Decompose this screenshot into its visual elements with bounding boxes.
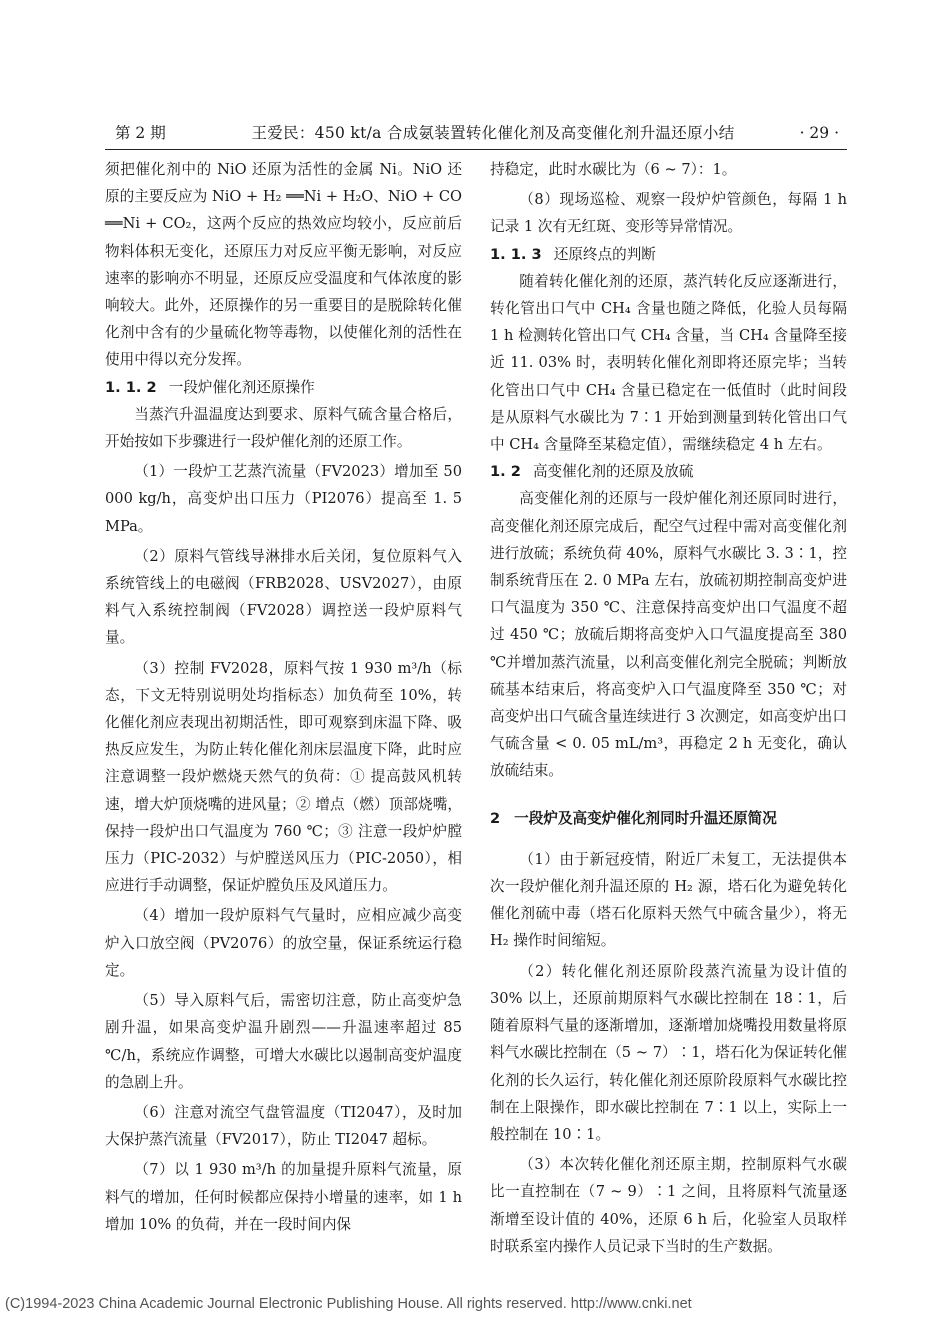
running-title: 王爱民：450 kt/a 合成氨装置转化催化剂及高变催化剂升温还原小结 [251, 124, 735, 142]
section-number: 1. 2 [490, 463, 521, 481]
section-title: 高变催化剂的还原及放硫 [532, 463, 694, 481]
step-4: （4）增加一段炉原料气气量时，应相应减少高变炉入口放空阀（PV2076）的放空量，保证系统运行稳定。 [105, 907, 462, 979]
item-1: （1）由于新冠疫情，附近厂未复工，无法提供本次一段炉催化剂升温还原的 H₂ 源，塔石化为避免转化催化剂硫中毒（塔石化原料天然气中硫含量少），将无 H₂ 操作时间缩短。 [490, 850, 847, 950]
paragraph: 当蒸汽升温温度达到要求、原料气硫含量合格后，开始按如下步骤进行一段炉催化剂的还原工作。 [105, 405, 462, 451]
step-2: （2）原料气管线导淋排水后关闭，复位原料气入系统管线上的电磁阀（FRB2028、USV2027），由原料气入系统控制阀（FV2028）调控送一段炉原料气量。 [105, 547, 462, 647]
section-number: 1. 1. 2 [105, 378, 157, 396]
step-1: （1）一段炉工艺蒸汽流量（FV2023）增加至 50 000 kg/h，高变炉出口压力（PI2076）提高至 1. 5 MPa。 [105, 463, 462, 535]
step-3: （3）控制 FV2028，原料气按 1 930 m³/h（标态，下文无特别说明处均指标态）加负荷至 10%，转化催化剂应表现出初期活性，即可观察到床温下降、吸热反应发生，为防止转化催化剂床层温度下降，此时应注意调整一段炉燃烧天然气的负荷：① 提高鼓风机转速，增大炉顶烧嘴的进风量；② 增点（燃）顶部烧嘴，保持一段炉出口气温度为 760 ℃；③ 注意一段炉炉膛压力（PIC-2032）与炉膛送风压力（PIC-2050），相应进行手动调整，保证炉膛负压及风道压力。 [105, 659, 462, 895]
header-rule [105, 149, 847, 150]
paragraph: 持稳定，此时水碳比为（6 ~ 7）：1。 [490, 161, 737, 178]
item-2: （2）转化催化剂还原阶段蒸汽流量为设计值的 30% 以上，还原前期原料气水碳比控制在 18∶1，后随着原料气量的逐渐增加，逐渐增加烧嘴投用数量将原料气水碳比控制在（5 ~ 7）∶1，塔石化为保证转化催化剂的长久运行，转化催化剂还原阶段原料气水碳比控制在上限操作，即水碳比控制在 7∶1 以上，实际上一般控制在 10∶1。 [490, 962, 847, 1143]
paragraph: 高变催化剂的还原与一段炉催化剂还原同时进行，高变催化剂还原完成后，配空气过程中需对高变催化剂进行放硫；系统负荷 40%，原料气水碳比 3. 3∶1，控制系统背压在 2. 0 MPa 左右，放硫初期控制高变炉进口气温度为 350 ℃、注意保持高变炉出口气温度不超过 450 ℃；放硫后期将高变炉入口气温度提高至 380 ℃并增加蒸汽流量，以利高变催化剂完全脱硫；判断放硫基本结束后，将高变炉入口气温度降至 350 ℃；对高变炉出口气硫含量连续进行 3 次测定，如高变炉出口气硫含量 < 0. 05 mL/m³，再稳定 2 h 无变化，确认放硫结束。 [490, 490, 847, 780]
left-column [105, 156, 462, 1238]
running-header [105, 120, 847, 148]
copyright-footer: (C)1994-2023 China Academic Journal Electronic Publishing House. All rights reserved. http://www.cnki.net [5, 1296, 692, 1312]
section-heading-2 [490, 805, 847, 832]
section-heading-1-1-3 [490, 241, 847, 268]
item-3: （3）本次转化催化剂还原主期，控制原料气水碳比一直控制在（7 ~ 9）∶1 之间，且将原料气流量逐渐增至设计值的 40%，还原 6 h 后，化验室人员取样时联系室内操作人员记录下当时的生产数据。 [490, 1156, 847, 1255]
section-heading-1-1-2 [105, 374, 462, 401]
step-7: （7）以 1 930 m³/h 的加量提升原料气流量，原料气的增加，任何时候都应保持小增量的速率，如 1 h 增加 10% 的负荷，并在一段时间内保 [105, 1161, 462, 1233]
section-number: 2 [490, 809, 501, 827]
section-title: 一段炉及高变炉催化剂同时升温还原简况 [514, 809, 777, 827]
section-number: 1. 1. 3 [490, 245, 542, 263]
issue-number: 第 2 期 [115, 124, 166, 142]
page-number: · 29 · [799, 124, 839, 142]
section-title: 一段炉催化剂还原操作 [168, 378, 315, 396]
paragraph: 随着转化催化剂的还原，蒸汽转化反应逐渐进行，转化管出口气中 CH₄ 含量也随之降低，化验人员每隔 1 h 检测转化管出口气 CH₄ 含量，当 CH₄ 含量降至接近 11. 03% 时，表明转化催化剂即将还原完毕；当转化管出口气中 CH₄ 含量已稳定在一低值时（此时间段是从原料气水碳比为 7∶1 开始到测量到转化管出口气中 CH₄ 含量降至某稳定值），需继续稳定 4 h 左右。 [490, 272, 847, 454]
step-8: （8）现场巡检、观察一段炉炉管颜色，每隔 1 h 记录 1 次有无红斑、变形等异常情况。 [490, 191, 847, 236]
right-column [490, 156, 847, 1260]
section-title: 还原终点的判断 [553, 245, 656, 263]
section-heading-1-2 [490, 458, 847, 485]
step-5: （5）导入原料气后，需密切注意，防止高变炉急剧升温，如果高变炉温升剧烈——升温速率超过 85 ℃/h，系统应作调整，可增大水碳比以遏制高变炉温度的急剧上升。 [105, 992, 462, 1091]
paragraph: 须把催化剂中的 NiO 还原为活性的金属 Ni。NiO 还原的主要反应为 NiO + H₂ ══Ni + H₂O、NiO + CO ══Ni + CO₂，这两个反应的热效应均较小，反应前后物料体积无变化，还原压力对反应平衡无影响，对反应速率的影响亦不明显，还原反应受温度和气体浓度的影响较大。此外，还原操作的另一重要目的是脱除转化催化剂中含有的少量硫化物等毒物，以使催化剂的活性在使用中得以充分发挥。 [105, 161, 462, 369]
step-6: （6）注意对流空气盘管温度（TI2047），及时加大保护蒸汽流量（FV2017），防止 TI2047 超标。 [105, 1103, 462, 1149]
